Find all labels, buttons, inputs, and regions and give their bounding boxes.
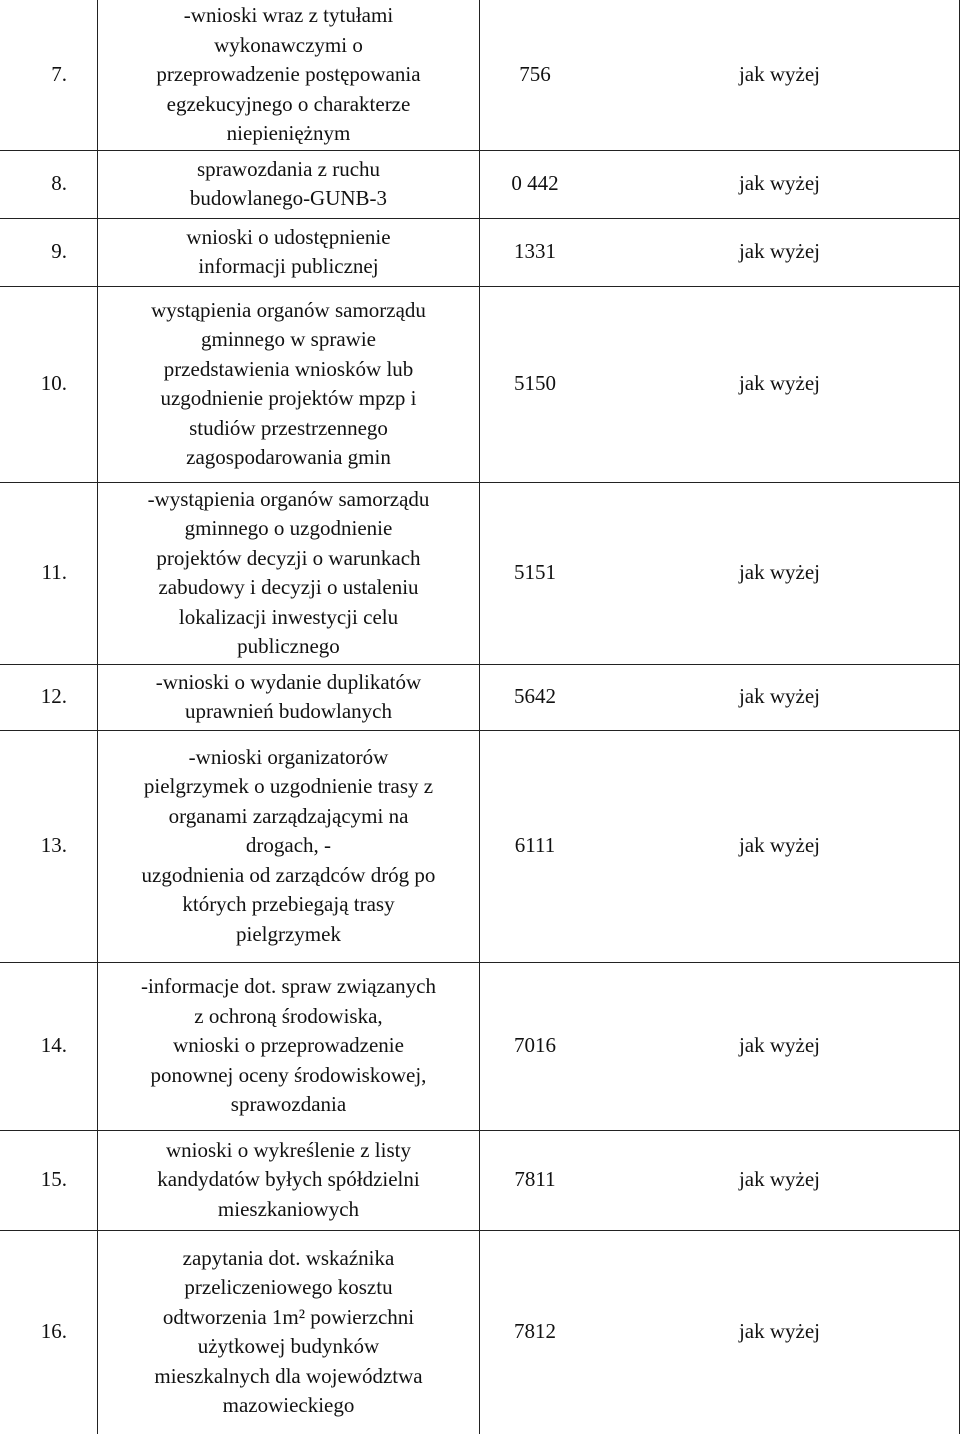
- row-description: -wystąpienia organów samorządu gminnego o uzgodnienie projektów decyzji o warunkach zabudowy i decyzji o ustaleniu lokalizacji inwestycji celu publicznego: [147, 486, 430, 658]
- row-number: 10.: [40, 371, 67, 396]
- table-row: [0, 664, 960, 730]
- row-number: 7.: [51, 62, 67, 87]
- table-row: [0, 1230, 960, 1434]
- row-code: 7811: [514, 1167, 556, 1192]
- row-number: 12.: [40, 684, 67, 709]
- row-note: jak wyżej: [738, 684, 820, 709]
- row-code: 0 442: [511, 171, 559, 196]
- row-description: sprawozdania z ruchu budowlanego-GUNB-3: [189, 156, 388, 210]
- row-code: 5642: [514, 684, 556, 709]
- table-row: [0, 962, 960, 1130]
- row-note: jak wyżej: [738, 1319, 820, 1344]
- table-row: [0, 0, 960, 150]
- row-number: 9.: [51, 239, 67, 264]
- row-note: jak wyżej: [738, 833, 820, 858]
- row-description: wnioski o udostępnienie informacji publicznej: [186, 224, 391, 278]
- table-row: [0, 218, 960, 286]
- row-description: -wnioski o wydanie duplikatów uprawnień budowlanych: [155, 669, 422, 723]
- row-note: jak wyżej: [738, 560, 820, 585]
- row-number: 15.: [40, 1167, 67, 1192]
- row-code: 756: [519, 62, 551, 87]
- row-note: jak wyżej: [738, 1167, 820, 1192]
- row-code: 6111: [514, 833, 556, 858]
- row-number: 14.: [40, 1033, 67, 1058]
- row-note: jak wyżej: [738, 171, 820, 196]
- row-description: -wnioski organizatorów pielgrzymek o uzgodnienie trasy z organami zarządzającymi na drogach, - uzgodnienia od zarządców dróg po których przebiegają trasy pielgrzymek: [141, 744, 436, 946]
- table-row: [0, 1130, 960, 1230]
- row-note: jak wyżej: [738, 239, 820, 264]
- row-description: -wnioski wraz z tytułami wykonawczymi o przeprowadzenie postępowania egzekucyjnego o charakterze niepieniężnym: [156, 3, 421, 146]
- row-note: jak wyżej: [738, 371, 820, 396]
- table-row: [0, 730, 960, 962]
- table-row: [0, 150, 960, 218]
- row-note: jak wyżej: [738, 1033, 820, 1058]
- row-code: 1331: [514, 239, 556, 264]
- row-note: jak wyżej: [738, 62, 820, 87]
- table-row: [0, 482, 960, 664]
- row-description: wystąpienia organów samorządu gminnego w sprawie przedstawienia wniosków lub uzgodnienie projektów mpzp i studiów przestrzennego zagospodarowania gmin: [151, 297, 426, 469]
- row-number: 8.: [51, 171, 67, 196]
- row-description: zapytania dot. wskaźnika przeliczeniowego kosztu odtworzenia 1m² powierzchni użytkowej budynków mieszkalnych dla województwa mazowieckiego: [154, 1245, 423, 1417]
- row-code: 5150: [514, 371, 556, 396]
- row-description: wnioski o wykreślenie z listy kandydatów byłych spółdzielni mieszkaniowych: [157, 1137, 420, 1221]
- table-row: [0, 286, 960, 482]
- row-code: 7812: [514, 1319, 556, 1344]
- row-number: 16.: [40, 1319, 67, 1344]
- row-description: -informacje dot. spraw związanych z ochroną środowiska, wnioski o przeprowadzenie ponownej oceny środowiskowej, sprawozdania: [140, 974, 437, 1117]
- row-code: 5151: [514, 560, 556, 585]
- row-code: 7016: [514, 1033, 556, 1058]
- row-number: 13.: [40, 833, 67, 858]
- row-number: 11.: [41, 560, 67, 585]
